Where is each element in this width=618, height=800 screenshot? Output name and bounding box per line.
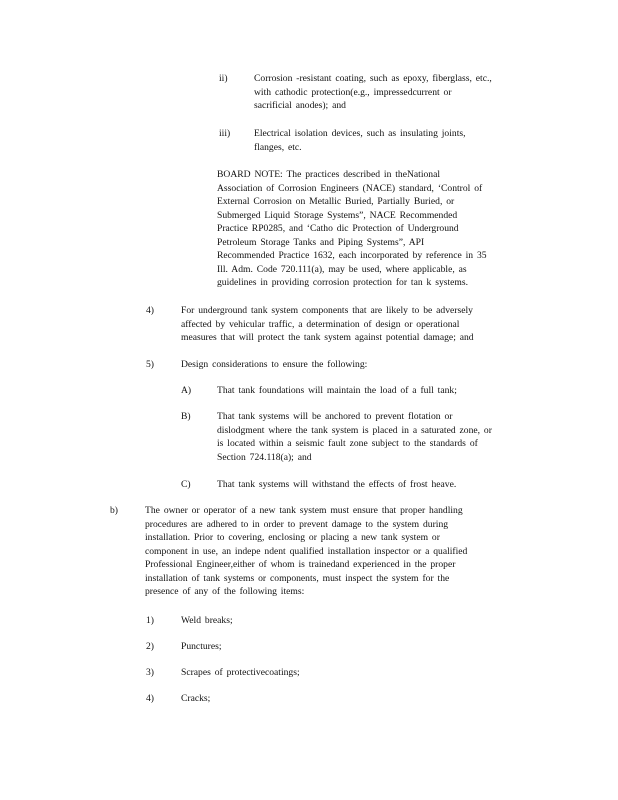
item-ii-text bbox=[254, 72, 534, 113]
text-line: Ill. Adm. Code 720.111(a), may be used, where applicable, as bbox=[217, 263, 467, 275]
text-line: Practice RP0285, and ‘Catho dic Protection of Underground bbox=[217, 223, 459, 234]
text-line: installation of tank systems or components, must inspect the system for the bbox=[145, 572, 450, 584]
text-line: For underground tank system components that are likely to be adversely bbox=[181, 305, 473, 316]
item-5-text bbox=[181, 358, 531, 372]
text-line: Scrapes of protectivecoatings; bbox=[181, 667, 300, 678]
item-b-text bbox=[145, 504, 523, 599]
item-b-marker: b) bbox=[110, 505, 118, 516]
text-line: measures that will protect the tank system against potential damage; and bbox=[181, 332, 474, 343]
text-line: component in use, an indepe ndent qualified installation inspector or a qualified bbox=[145, 545, 468, 557]
subitem-2-marker: 2) bbox=[146, 641, 154, 652]
item-B-marker: B) bbox=[181, 411, 191, 422]
text-line: Submerged Liquid Storage Systems”, NACE Recommended bbox=[217, 209, 458, 221]
text-line: Association of Corrosion Engineers (NACE) standard, ‘Control of bbox=[217, 182, 483, 194]
text-line: That tank foundations will maintain the load of a full tank; bbox=[217, 385, 457, 396]
text-line: flanges, etc. bbox=[254, 141, 302, 153]
text-line: Punctures; bbox=[181, 641, 222, 652]
text-line: Corrosion -resistant coating, such as epoxy, fiberglass, etc., bbox=[254, 73, 492, 84]
text-line: presence of any of the following items: bbox=[145, 586, 305, 597]
text-line: The owner or operator of a new tank system must ensure that proper handling bbox=[145, 505, 463, 516]
item-4-marker: 4) bbox=[146, 305, 154, 316]
text-line: Recommended Practice 1632, each incorporated by reference in 35 bbox=[217, 250, 487, 261]
text-line: Electrical isolation devices, such as insulating joints, bbox=[254, 128, 466, 139]
item-A-text bbox=[217, 384, 537, 398]
item-C-marker: C) bbox=[181, 479, 191, 490]
item-iii-marker: iii) bbox=[219, 128, 231, 139]
text-line: That tank systems will withstand the effects of frost heave. bbox=[217, 479, 457, 490]
subitem-3-text bbox=[181, 666, 300, 680]
text-line: affected by vehicular traffic, a determination of design or operational bbox=[181, 318, 460, 330]
subitem-2-text bbox=[181, 640, 222, 654]
text-line: BOARD NOTE: The practices described in theNational bbox=[217, 169, 441, 180]
item-iii-text bbox=[254, 127, 534, 154]
text-line: External Corrosion on Metallic Buried, Partially Buried, or bbox=[217, 196, 455, 207]
subitem-4-text bbox=[181, 692, 210, 706]
item-A-marker: A) bbox=[181, 385, 192, 396]
item-5-marker: 5) bbox=[146, 359, 154, 370]
text-line: with cathodic protection(e.g., impressedcurrent or bbox=[254, 86, 452, 98]
board-note bbox=[217, 168, 541, 290]
subitem-1-marker: 1) bbox=[146, 615, 154, 626]
item-4-text bbox=[181, 304, 531, 345]
text-line: sacrificial anodes); and bbox=[254, 100, 346, 111]
text-line: installation. Prior to covering, enclosing or placing a new tank system or bbox=[145, 532, 440, 543]
subitem-3-marker: 3) bbox=[146, 667, 154, 678]
text-line: Petroleum Storage Tanks and Piping Systems”, API bbox=[217, 236, 425, 248]
text-line: is located within a seismic fault zone subject to the standards of bbox=[217, 438, 478, 449]
text-line: Cracks; bbox=[181, 693, 211, 704]
subitem-1-text bbox=[181, 614, 233, 628]
text-line: guidelines in providing corrosion protection for tan k systems. bbox=[217, 277, 469, 288]
subitem-4-marker: 4) bbox=[146, 693, 154, 704]
text-line: Section 724.118(a); and bbox=[217, 451, 312, 463]
text-line: Design considerations to ensure the following: bbox=[181, 359, 368, 370]
item-C-text bbox=[217, 478, 537, 492]
text-line: Weld breaks; bbox=[181, 615, 233, 626]
text-line: Professional Engineer,either of whom is trainedand experienced in the proper bbox=[145, 559, 456, 570]
text-line: That tank systems will be anchored to prevent flotation or bbox=[217, 411, 453, 422]
item-B-text bbox=[217, 410, 543, 464]
text-line: procedures are adhered to in order to prevent damage to the system during bbox=[145, 518, 449, 530]
text-line: dislodgment where the tank system is placed in a saturated zone, or bbox=[217, 424, 492, 436]
item-ii-marker: ii) bbox=[219, 73, 228, 84]
